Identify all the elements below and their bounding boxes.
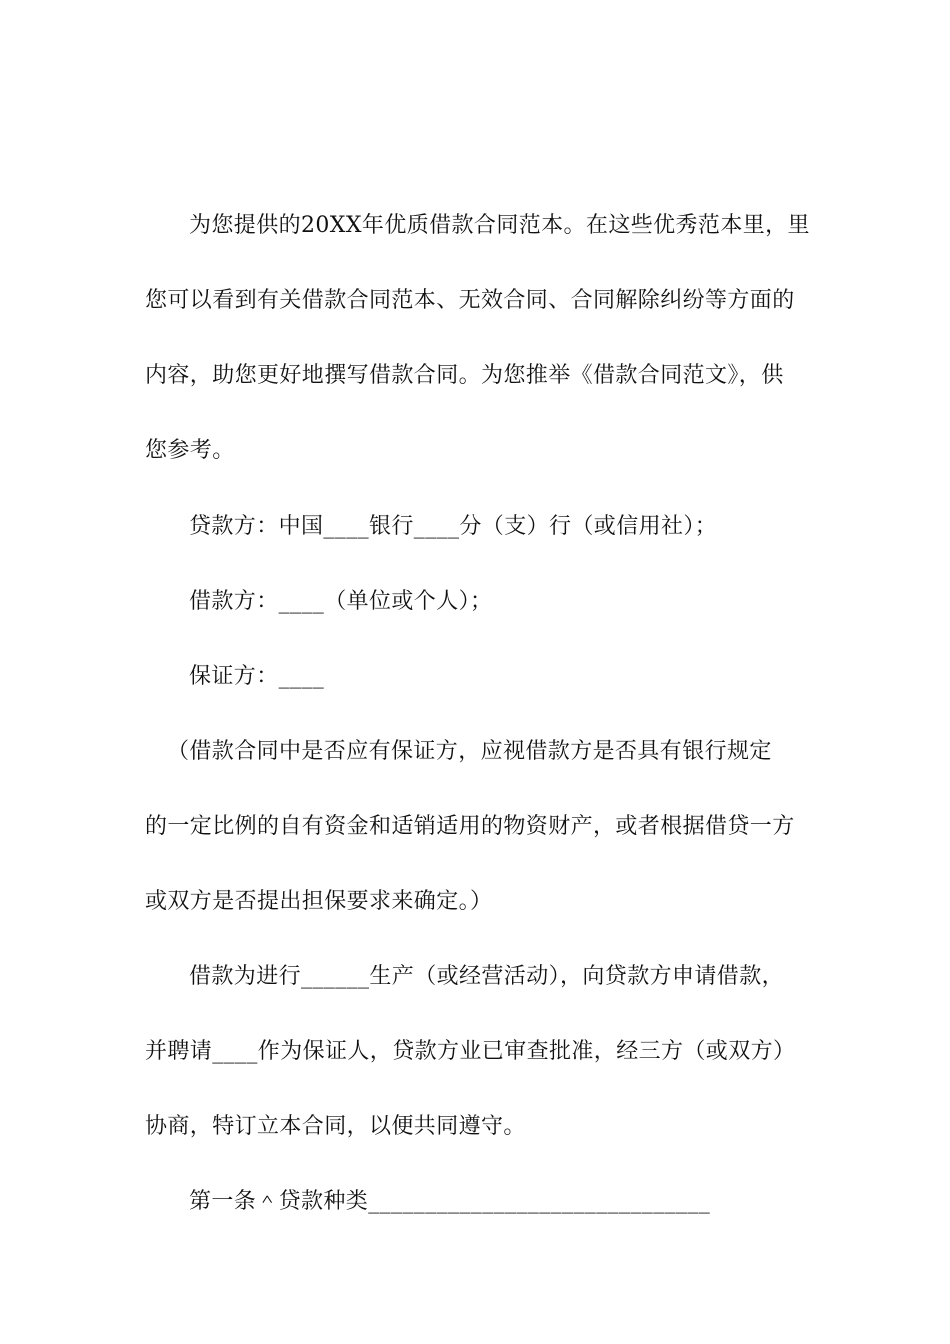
intro-line-2: 您可以看到有关借款合同范本、无效合同、合同解除纠纷等方面的 — [145, 288, 795, 313]
purpose-line-3: 协商，特订立本合同，以便共同遵守。 — [145, 1114, 526, 1139]
guarantor-line: 保证方：____ — [189, 664, 325, 689]
purpose-line-2: 并聘请____作为保证人，贷款方业已审查批准，经三方（或双方） — [145, 1039, 796, 1064]
note-line-2: 的一定比例的自有资金和适销适用的物资财产，或者根据借贷一方 — [145, 814, 795, 839]
lender-line: 贷款方：中国____银行____分（支）行（或信用社）； — [189, 514, 718, 539]
article-one-line: 第一条＾贷款种类______________________________ — [189, 1189, 711, 1214]
purpose-line-1: 借款为进行______生产（或经营活动），向贷款方申请借款， — [189, 964, 785, 989]
borrower-line: 借款方：____（单位或个人）； — [189, 589, 493, 614]
intro-line-1: 为您提供的20XX年优质借款合同范本。在这些优秀范本里，里 — [189, 213, 810, 238]
note-line-1: （借款合同中是否应有保证方，应视借款方是否具有银行规定 — [167, 739, 772, 764]
note-line-3: 或双方是否提出担保要求来确定。） — [145, 889, 493, 914]
intro-line-3: 内容，助您更好地撰写借款合同。为您推举《借款合同范文》，供 — [145, 363, 784, 388]
intro-line-4: 您参考。 — [145, 438, 235, 463]
